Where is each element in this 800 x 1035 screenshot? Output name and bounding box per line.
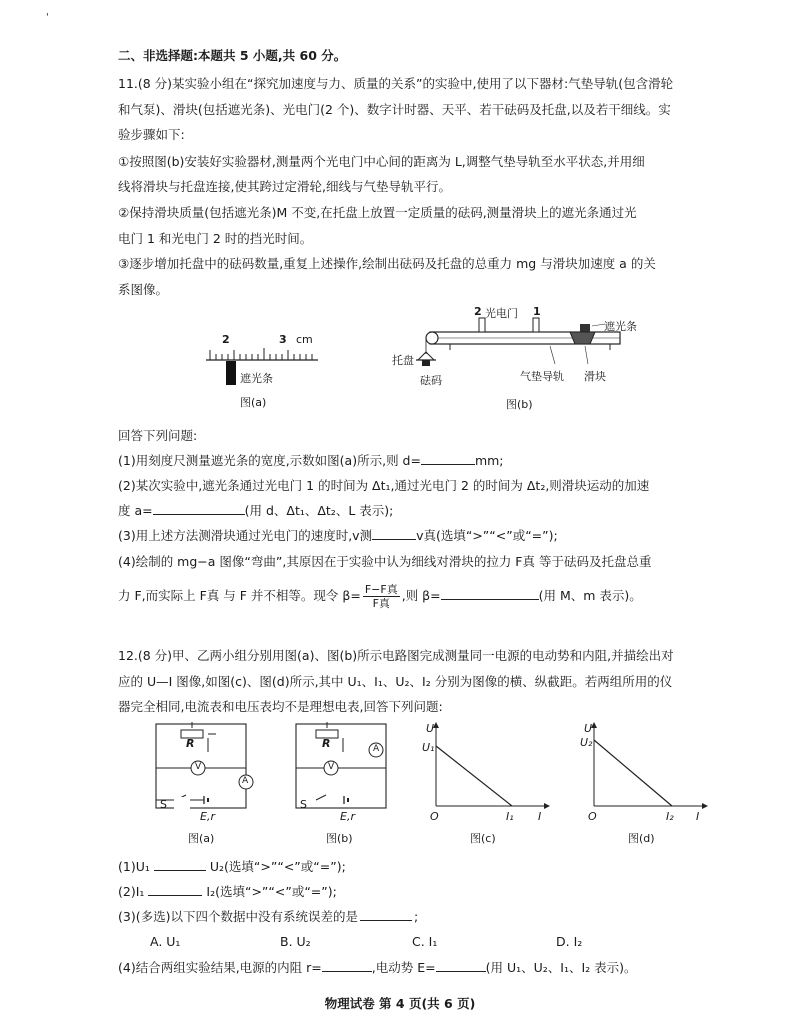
source-label: E,r	[340, 810, 355, 823]
resistor-label: R	[186, 737, 195, 750]
q11-part-2: (2)某次实验中,遮光条通过光电门 1 的时间为 Δt₁,通过光电门 2 的时间为 Δt₂,则滑块运动的加速	[118, 478, 650, 493]
u-axis-label: U	[426, 722, 435, 735]
strip-label-b: 遮光条	[604, 320, 637, 333]
ruler-tick-2: 2	[222, 333, 230, 346]
switch-icon	[316, 795, 326, 800]
slider-label: 滑块	[584, 370, 606, 383]
answer-blank[interactable]	[372, 526, 416, 540]
q11-line: 11.(8 分)某实验小组在“探究加速度与力、质量的关系”的实验中,使用了以下器材:气垫导轨(包含滑轮	[118, 76, 674, 91]
gate-label: 光电门	[485, 307, 518, 320]
answer-blank[interactable]	[436, 958, 486, 972]
q12-option-b[interactable]: B. U₂	[280, 934, 311, 949]
u-i-line	[594, 740, 672, 806]
answer-blank[interactable]	[322, 958, 372, 972]
answer-blank[interactable]	[441, 586, 539, 600]
q11-part-3: (3)用上述方法测滑块通过光电门的速度时,v测 v真(选填“>”“<”或“=”);	[118, 528, 558, 543]
q11-step: ①按照图(b)安装好实验器材,测量两个光电门中心间的距离为 L,调整气垫导轨至水平状态,并用细	[118, 154, 645, 169]
origin-label: O	[588, 810, 597, 823]
u-i-line	[436, 746, 512, 806]
q12-part-3: (3)(多选)以下四个数据中没有系统误差的是 ;	[118, 909, 419, 924]
ammeter-label: A	[242, 776, 249, 786]
gate-1-number: 1	[533, 305, 541, 318]
switch-label: S	[160, 798, 167, 811]
switch-label: S	[300, 798, 307, 811]
q11-line: 和气泵)、滑块(包括遮光条)、光电门(2 个)、数字计时器、天平、若干砝码及托盘,以及若干细线。实	[118, 102, 671, 117]
gate-2-number: 2	[474, 305, 482, 318]
ruler-unit: cm	[296, 333, 313, 346]
voltmeter-label: V	[195, 762, 202, 772]
page-footer: 物理试卷 第 4 页(共 6 页)	[324, 996, 476, 1011]
tray-label: 托盘	[392, 354, 414, 367]
circuit-a-caption: 图(a)	[188, 832, 215, 845]
q12-option-c[interactable]: C. I₁	[412, 934, 438, 949]
q11-line: 验步骤如下:	[118, 127, 185, 142]
q12-part-4: (4)结合两组实验结果,电源的内阻 r= ,电动势 E= (用 U₁、U₂、I₁、I₂ 表示)。	[118, 960, 637, 975]
i-intercept-label: I₂	[666, 810, 674, 823]
u-intercept-label: U₂	[580, 736, 593, 749]
circuit-b-caption: 图(b)	[326, 832, 353, 845]
graph-c	[424, 720, 554, 822]
ruler-tick-3: 3	[279, 333, 287, 346]
q12-option-d[interactable]: D. I₂	[556, 934, 583, 949]
q11-step: ②保持滑块质量(包括遮光条)M 不变,在托盘上放置一定质量的砝码,测量滑块上的遮光条通过光	[118, 205, 637, 220]
q12-line: 器完全相同,电流表和电压表均不是理想电表,回答下列问题:	[118, 699, 443, 714]
answer-blank[interactable]	[154, 857, 206, 871]
rail-label: 气垫导轨	[520, 370, 564, 383]
section-title: 二、非选择题:本题共 5 小题,共 60 分。	[118, 48, 347, 63]
photogate-1	[533, 318, 539, 332]
q12-part-1: (1)U₁ U₂(选填“>”“<”或“=”);	[118, 859, 346, 874]
answer-blank[interactable]	[153, 501, 245, 515]
q11-part-2-answer: 度 a= (用 d、Δt₁、Δt₂、L 表示);	[118, 503, 394, 518]
q11-part-4: (4)绘制的 mg−a 图像“弯曲”,其原因在于实验中认为细线对滑块的拉力 F真 等于砝码及托盘总重	[118, 554, 652, 569]
graph-c-caption: 图(c)	[470, 832, 496, 845]
q11-step: 系图像。	[118, 282, 169, 297]
q11-part-1: (1)用刻度尺测量遮光条的宽度,示数如图(a)所示,则 d= mm;	[118, 453, 504, 468]
resistor-label: R	[322, 737, 331, 750]
q12-part-2: (2)I₁ I₂(选填“>”“<”或“=”);	[118, 884, 337, 899]
i-axis-label: I	[538, 810, 542, 823]
q12-line: 12.(8 分)甲、乙两小组分别用图(a)、图(b)所示电路图完成测量同一电源的电动势和内阻,并描绘出对	[118, 648, 674, 663]
answer-prompt: 回答下列问题:	[118, 428, 198, 443]
q11-step: 电门 1 和光电门 2 时的挡光时间。	[118, 231, 313, 246]
i-intercept-label: I₁	[506, 810, 514, 823]
answer-blank[interactable]	[360, 907, 412, 921]
shading-strip	[580, 324, 590, 332]
answer-blank[interactable]	[148, 882, 202, 896]
q11-step: ③逐步增加托盘中的砝码数量,重复上述操作,绘制出砝码及托盘的总重力 mg 与滑块加速度 a 的关	[118, 256, 656, 271]
ammeter-label: A	[373, 744, 380, 754]
pulley-icon	[426, 332, 438, 344]
i-axis-label: I	[696, 810, 700, 823]
weights-label: 砝码	[420, 374, 442, 387]
source-label: E,r	[200, 810, 215, 823]
beta-fraction: $\frac{\text{F−F真}}{\text{F真}}$	[364, 583, 398, 610]
corner-mark: '	[46, 12, 49, 23]
fig-b-caption: 图(b)	[506, 398, 533, 411]
graph-d-caption: 图(d)	[628, 832, 655, 845]
q11-part-4-answer: 力 F,而实际上 F真 与 F 并不相等。现令 β= $\frac{\text{F−F真}}{\text{F真}}$ ,则 β= (用 M、m 表示)。	[118, 583, 642, 610]
q12-line: 应的 U—I 图像,如图(c)、图(d)所示,其中 U₁、I₁、U₂、I₂ 分别为图像的横、纵截距。若两组所用的仪	[118, 674, 673, 689]
u-axis-label: U	[584, 722, 593, 735]
shading-strip	[226, 361, 236, 385]
q12-option-a[interactable]: A. U₁	[150, 934, 181, 949]
answer-blank[interactable]	[421, 451, 475, 465]
fig-a-caption: 图(a)	[240, 396, 267, 409]
q11-step: 线将滑块与托盘连接,使其跨过定滑轮,细线与气垫导轨平行。	[118, 179, 451, 194]
graph-d	[582, 720, 712, 822]
voltmeter-label: V	[328, 762, 335, 772]
strip-label: 遮光条	[240, 372, 273, 385]
slider	[570, 332, 595, 344]
u-intercept-label: U₁	[422, 741, 435, 754]
origin-label: O	[430, 810, 439, 823]
